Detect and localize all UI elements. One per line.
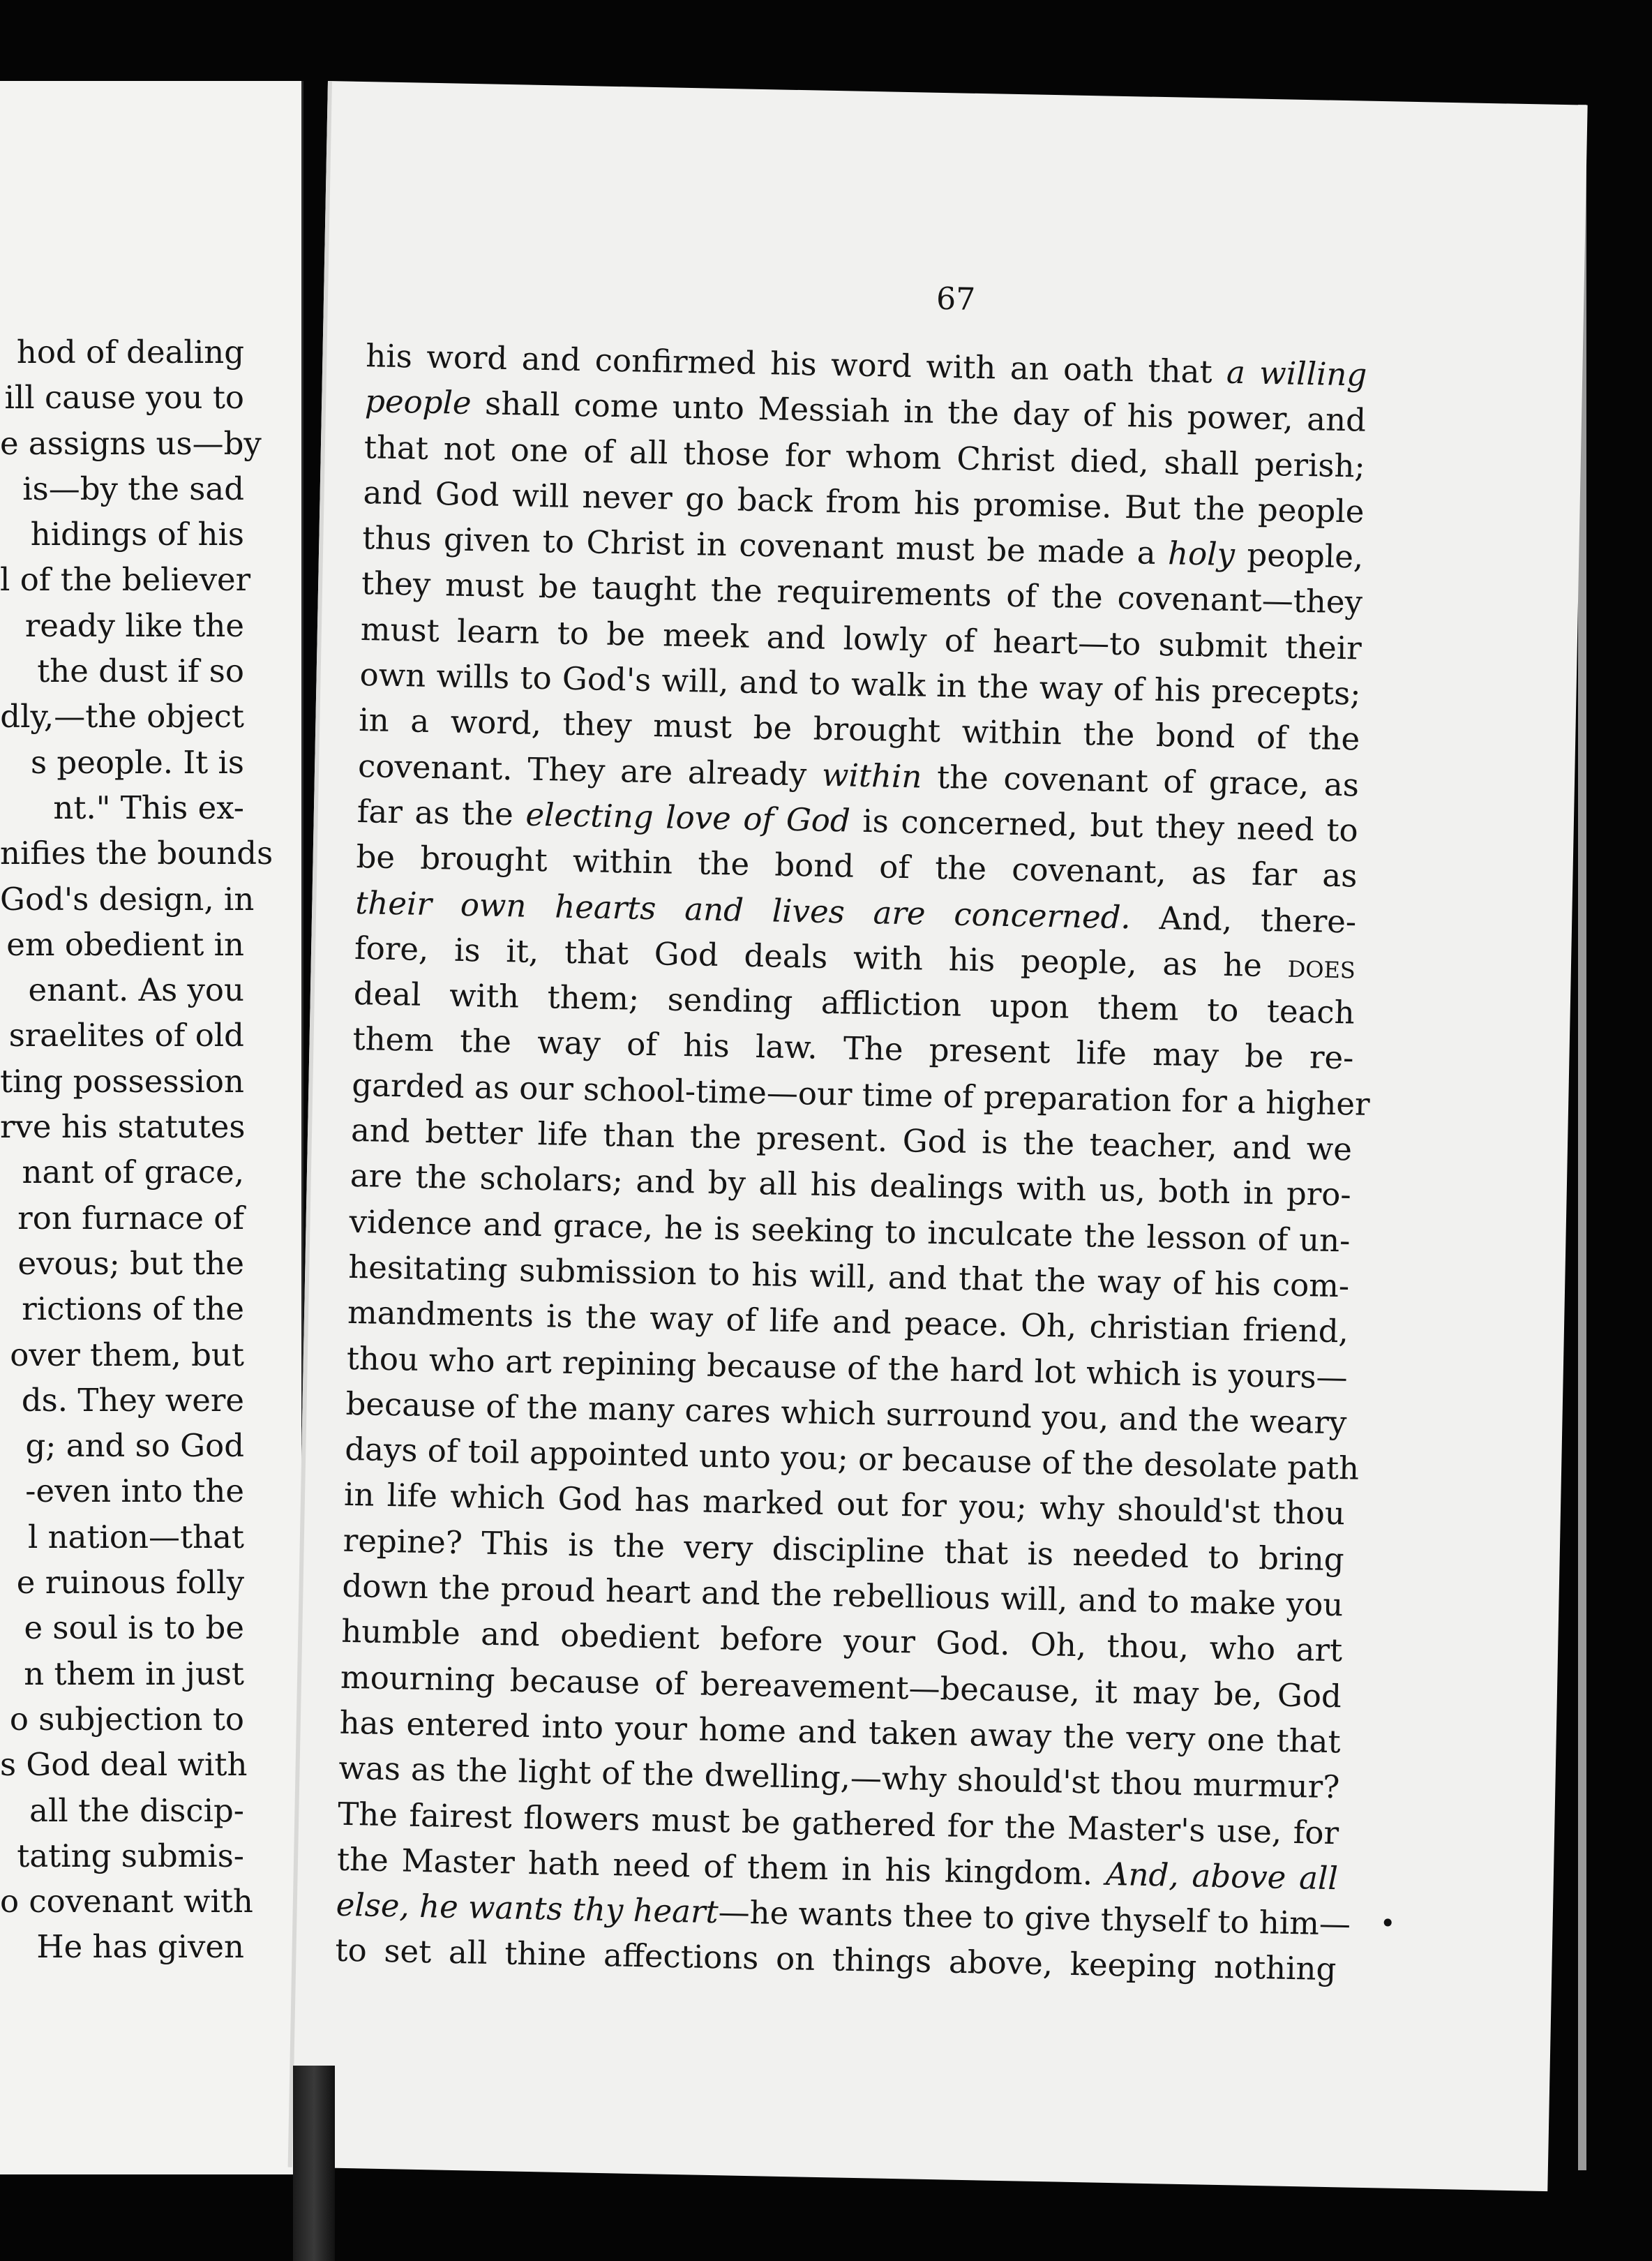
margin-bullet: •	[1380, 1908, 1396, 1939]
italic-text: a willing	[1226, 353, 1367, 394]
left-page-line: enant. As you	[28, 971, 244, 1009]
text-span: they must be taught the requirements of the covenant—they	[361, 565, 1363, 622]
left-page	[0, 81, 303, 2174]
left-page-line: em obedient in	[6, 925, 244, 963]
left-page-line: nant of grace,	[22, 1154, 244, 1191]
text-span: deal with them; sending affliction upon them to teach	[353, 975, 1356, 1031]
left-page-line: evous; but the	[17, 1244, 244, 1282]
text-span: shall come unto Messiah in the day of his power, and	[471, 385, 1367, 439]
left-page-line: l of the believer	[0, 561, 251, 599]
right-page	[288, 81, 1588, 2191]
text-span: —he wants thee to give thyself to him—	[718, 1893, 1351, 1943]
left-page-line: ron furnace of	[17, 1199, 244, 1237]
text-span: The fairest flowers must be gathered for the Master's use, for	[337, 1795, 1339, 1851]
body-text	[335, 333, 1371, 1992]
left-page-line: e assigns us—by	[0, 424, 262, 462]
text-span: fore, is it, that God deals with his people, as he	[354, 929, 1289, 985]
left-page-line: ds. They were	[21, 1381, 244, 1419]
text-span: mourning because of bereavement—because, it may be, God	[340, 1658, 1342, 1715]
text-span: are the scholars; and by all his dealings with us, both in pro-	[350, 1157, 1352, 1214]
left-page-line: ready like the	[24, 606, 244, 644]
text-span: mandments is the way of life and peace. Oh, christian friend,	[347, 1294, 1349, 1350]
italic-text: within	[821, 756, 922, 796]
left-page-text	[0, 329, 273, 1970]
left-page-line: ill cause you to	[4, 379, 244, 417]
left-page-line: all the discip-	[29, 1791, 244, 1829]
left-page-line: nifies the bounds	[0, 835, 273, 872]
text-span: and God will never go back from his promise. But the people	[363, 473, 1365, 530]
text-span: down the proud heart and the rebellious will, and to make you	[342, 1567, 1344, 1624]
left-page-line: dly,—the object	[0, 698, 244, 736]
text-span: in life which God has marked out for you; why should'st thou	[343, 1476, 1346, 1532]
text-span: vidence and grace, he is seeking to inculcate the lesson of un-	[349, 1202, 1351, 1260]
text-span: must learn to be meek and lowly of heart—to submit their	[360, 610, 1362, 667]
left-page-line: He has given	[36, 1928, 244, 1966]
left-page-line: l nation—that	[27, 1518, 244, 1555]
text-span: own wills to God's will, and to walk in the way of his precepts;	[359, 656, 1361, 712]
text-span: hesitating submission to his will, and that the way of his com-	[347, 1248, 1350, 1305]
text-span: garded as our school-time—our time of preparation for a higher	[351, 1066, 1371, 1123]
italic-text: electing love of God	[525, 796, 851, 840]
text-span: his word and confirmed his word with an oath that	[365, 337, 1227, 391]
text-span: people,	[1234, 536, 1364, 576]
italic-text: people	[364, 382, 472, 422]
left-page-line: ting possession	[0, 1062, 244, 1100]
text-span: was as the light of the dwelling,—why should'st thou murmur?	[338, 1749, 1340, 1806]
text-span: because of the many cares which surround you, and the weary	[345, 1385, 1347, 1442]
text-span: thus given to Christ in covenant must be made a	[361, 519, 1169, 572]
left-page-line: rictions of the	[22, 1290, 244, 1328]
left-page-line: e soul is to be	[24, 1609, 244, 1647]
text-span: them the way of his law. The present life may be re-	[352, 1020, 1354, 1077]
text-span: And, there-	[1130, 898, 1357, 941]
text-span: is concerned, but they need to	[850, 802, 1359, 849]
left-page-line: the dust if so	[37, 652, 244, 690]
left-page-line: rve his statutes	[0, 1108, 246, 1146]
left-page-line: o subjection to	[9, 1700, 244, 1738]
left-page-line: is—by the sad	[22, 470, 244, 507]
small-caps-text: does	[1287, 947, 1356, 986]
text-span: humble and obedient before your God. Oh, thou, who art	[340, 1613, 1343, 1669]
left-page-line: hidings of his	[30, 516, 244, 553]
left-page-line: g; and so God	[25, 1427, 244, 1465]
italic-text: else, he wants thy heart	[336, 1886, 719, 1931]
page-number: 67	[936, 281, 976, 318]
left-page-line: tating submis-	[17, 1837, 244, 1874]
italic-text: holy	[1167, 535, 1236, 574]
left-page-line: sraelites of old	[8, 1017, 244, 1054]
left-page-line: nt." This ex-	[53, 789, 244, 826]
text-span: the covenant of grace, as	[921, 758, 1360, 804]
text-span: that not one of all those for whom Christ died, shall perish;	[363, 428, 1366, 485]
left-page-line: o covenant with	[0, 1883, 253, 1920]
left-page-line: hod of dealing	[16, 334, 244, 371]
text-span: repine? This is the very discipline that is needed to bring	[343, 1521, 1345, 1579]
text-span: has entered into your home and taken away the very one that	[339, 1703, 1342, 1761]
text-span: be brought within the bond of the covenant, as far as	[356, 838, 1358, 895]
text-span: thou who art repining because of the hard lot which is yours—	[346, 1339, 1349, 1396]
text-span: and better life than the present. God is the teacher, and we	[350, 1111, 1353, 1168]
left-page-line: n them in just	[24, 1655, 244, 1692]
italic-text: And, above all	[1105, 1855, 1339, 1897]
left-page-line: over them, but	[10, 1336, 244, 1373]
text-span: covenant. They are already	[357, 747, 823, 793]
left-page-line: -even into the	[25, 1472, 244, 1510]
left-page-line: God's design, in	[0, 880, 255, 918]
left-page-line: e ruinous folly	[16, 1564, 244, 1602]
text-span: the Master hath need of them in his kingdom.	[336, 1840, 1106, 1893]
text-span: in a word, they must be brought within the bond of the	[358, 701, 1360, 758]
text-span: days of toil appointed unto you; or because of the desolate path	[344, 1430, 1360, 1487]
left-page-line: s God deal with	[0, 1746, 248, 1784]
left-page-line: s people. It is	[30, 743, 244, 781]
italic-text: their own hearts and lives are concerned.	[354, 883, 1132, 936]
text-span: far as the	[356, 792, 527, 833]
text-span: to set all thine affections on things above, keeping nothing	[335, 1932, 1337, 1988]
binding-shadow	[293, 2066, 335, 2261]
